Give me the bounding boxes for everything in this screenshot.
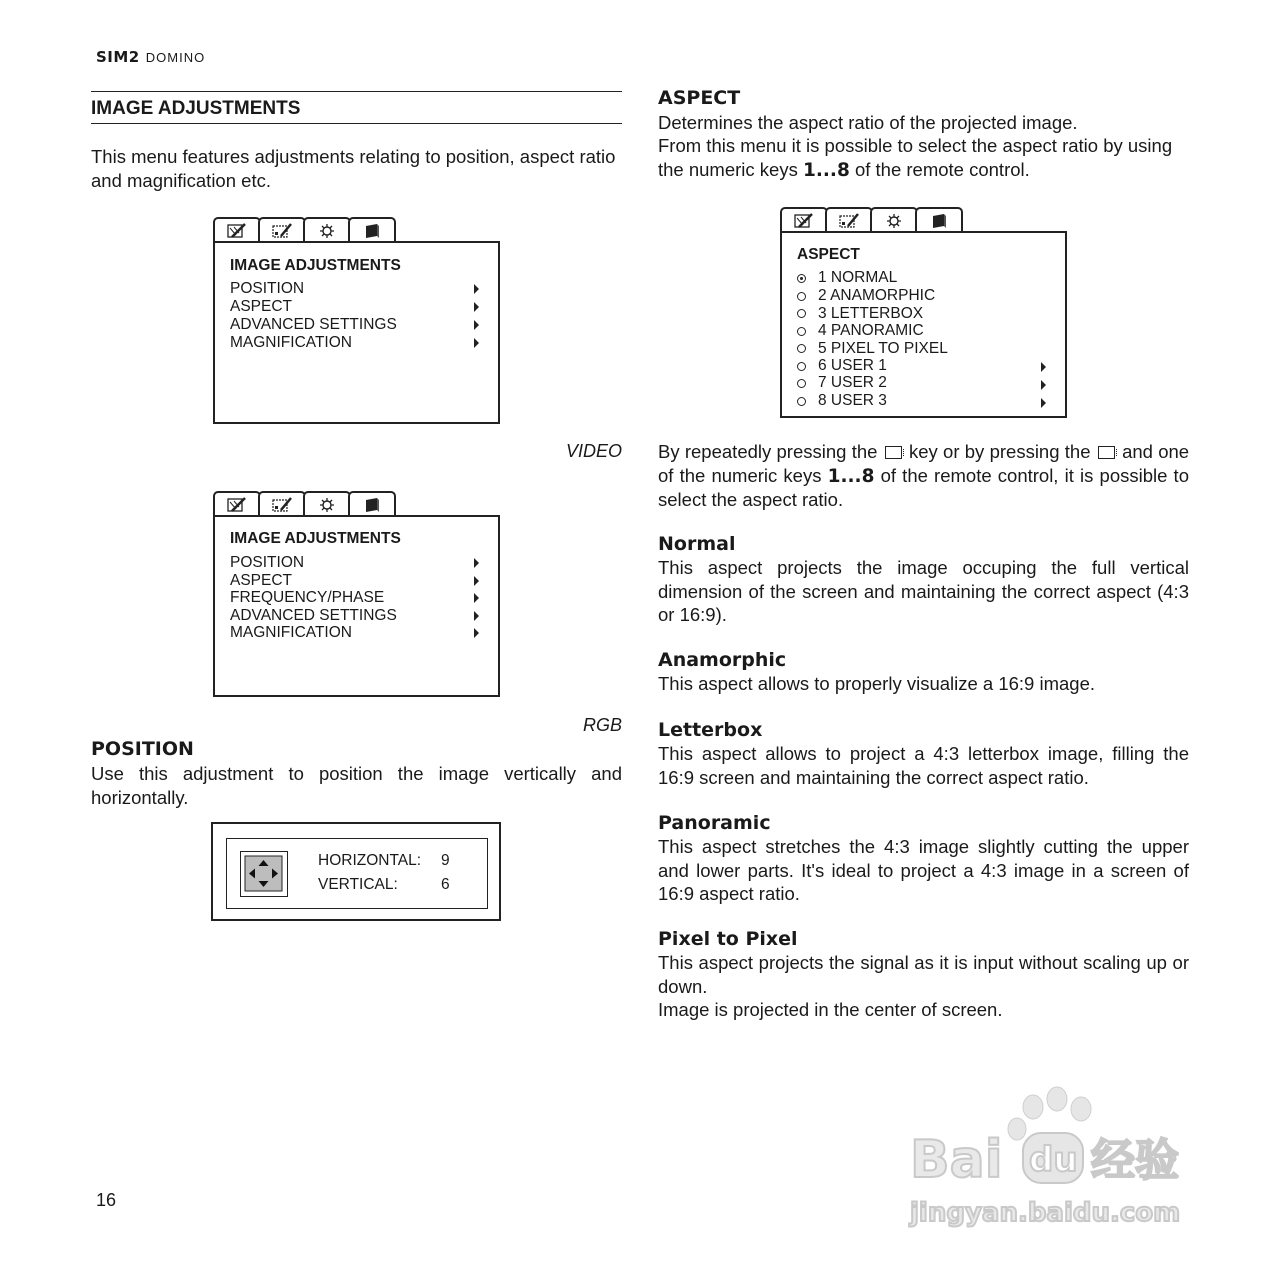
- pixel-heading: Pixel to Pixel: [658, 928, 798, 950]
- aspect-option-user-1[interactable]: 6 USER 1: [818, 357, 887, 374]
- section-rule-bottom: [91, 123, 622, 124]
- aspect-key-paragraph: [658, 440, 1189, 512]
- radio[interactable]: [797, 327, 806, 336]
- aspect-option-normal[interactable]: 1 NORMAL: [818, 269, 898, 286]
- repeat-text-d: of the remote control, it is possible to select the aspect ratio.: [658, 464, 1189, 510]
- aspect-option-pixel-to-pixel[interactable]: 5 PIXEL TO PIXEL: [818, 340, 948, 357]
- repeat-text-a: By repeatedly pressing the: [658, 441, 878, 462]
- radio[interactable]: [797, 397, 806, 406]
- rgb-menu-panel: [213, 515, 500, 697]
- aspect-menu: [780, 207, 1067, 418]
- section-title: IMAGE ADJUSTMENTS: [91, 98, 301, 119]
- tab-image-adjustments[interactable]: [825, 207, 873, 233]
- radio[interactable]: [797, 292, 806, 301]
- radio-selected[interactable]: [797, 274, 806, 283]
- repeat-text-b: key or by pressing the: [909, 441, 1091, 462]
- anamorphic-heading: Anamorphic: [658, 649, 787, 671]
- submenu-arrow-icon: [1041, 398, 1046, 408]
- tab-info[interactable]: [348, 491, 396, 517]
- letterbox-heading: Letterbox: [658, 719, 763, 741]
- tab-picture[interactable]: [213, 491, 261, 517]
- video-caption: VIDEO: [565, 441, 622, 461]
- menu-item-advanced-settings[interactable]: ADVANCED SETTINGS: [230, 316, 397, 333]
- menu-title: IMAGE ADJUSTMENTS: [230, 257, 401, 274]
- normal-text: This aspect projects the image occuping the full vertical dimension of the screen and maintaining the correct aspect (4:3 or 16:9).: [658, 557, 1189, 625]
- submenu-arrow-icon: [1041, 362, 1046, 372]
- aspect-line2-b: of the remote control.: [849, 158, 1030, 180]
- picture-pencil-icon: [226, 496, 248, 514]
- menu-item-position[interactable]: POSITION: [230, 554, 305, 571]
- image-adjust-icon: [271, 222, 293, 240]
- anamorphic-text: This aspect allows to properly visualize a 16:9 image.: [658, 673, 1096, 694]
- submenu-arrow-icon: [474, 284, 479, 294]
- submenu-arrow-icon: [474, 576, 479, 586]
- tab-settings[interactable]: [303, 217, 351, 243]
- radio[interactable]: [797, 362, 806, 371]
- submenu-arrow-icon: [474, 320, 479, 330]
- move-arrows-icon: [241, 852, 286, 895]
- radio[interactable]: [797, 344, 806, 353]
- position-osd-inner: [226, 838, 488, 909]
- vertical-value[interactable]: 6: [441, 876, 450, 893]
- tab-image-adjustments[interactable]: [258, 217, 306, 243]
- rgb-caption: RGB: [582, 715, 622, 735]
- pixel-text-2: Image is projected in the center of screen.: [658, 999, 1003, 1020]
- submenu-arrow-icon: [474, 593, 479, 603]
- aspect-option-panoramic[interactable]: 4 PANORAMIC: [818, 322, 924, 339]
- tab-info[interactable]: [348, 217, 396, 243]
- aspect-keys: 1...8: [802, 159, 850, 181]
- gear-icon: [886, 213, 902, 229]
- menu-item-magnification[interactable]: MAGNIFICATION: [230, 334, 352, 351]
- menu-item-frequency-phase[interactable]: FREQUENCY/PHASE: [230, 589, 385, 606]
- intro-text: This menu features adjustments relating to position, aspect ratio and magnification etc.: [91, 146, 616, 191]
- image-adjust-icon: [838, 212, 860, 230]
- header-brand: [96, 48, 205, 66]
- submenu-arrow-icon: [474, 302, 479, 312]
- aspect-line2-a: From this menu it is possible to select the aspect ratio by using the numeric keys: [658, 135, 1173, 180]
- radio[interactable]: [797, 379, 806, 388]
- normal-heading: Normal: [658, 533, 736, 555]
- menu-title: ASPECT: [797, 246, 860, 263]
- position-heading: POSITION: [91, 738, 194, 760]
- panoramic-heading: Panoramic: [658, 812, 771, 834]
- gear-icon: [319, 223, 335, 239]
- tab-picture[interactable]: [780, 207, 828, 233]
- radio[interactable]: [797, 309, 806, 318]
- tab-image-adjustments[interactable]: [258, 491, 306, 517]
- model-name: DOMINO: [145, 50, 206, 65]
- horizontal-label: HORIZONTAL:: [318, 852, 422, 869]
- position-text: Use this adjustment to position the image vertically and horizontally.: [91, 763, 622, 808]
- submenu-arrow-icon: [474, 558, 479, 568]
- move-control[interactable]: [240, 851, 288, 897]
- video-menu: [213, 217, 500, 424]
- submenu-arrow-icon: [474, 628, 479, 638]
- pixel-text-1: This aspect projects the signal as it is input without scaling up or down.: [658, 952, 1189, 997]
- aspect-key-icon: [1098, 446, 1115, 459]
- tab-info[interactable]: [915, 207, 963, 233]
- aspect-option-anamorphic[interactable]: 2 ANAMORPHIC: [818, 287, 936, 304]
- aspect-line2: [658, 134, 1193, 182]
- svg-text:Bai: Bai: [910, 1130, 1003, 1190]
- repeat-text-c: and one of the numeric keys: [658, 441, 1190, 486]
- menu-item-advanced-settings[interactable]: ADVANCED SETTINGS: [230, 607, 397, 624]
- letterbox-text: This aspect allows to project a 4:3 letterbox image, filling the 16:9 screen and maintaining the correct aspect ratio.: [658, 743, 1189, 788]
- aspect-key-icon: [885, 446, 902, 459]
- svg-text:jingyan.baidu.com: jingyan.baidu.com: [910, 1198, 1181, 1228]
- tab-settings[interactable]: [870, 207, 918, 233]
- submenu-arrow-icon: [1041, 380, 1046, 390]
- book-icon: [364, 497, 380, 513]
- picture-pencil-icon: [226, 222, 248, 240]
- menu-item-position[interactable]: POSITION: [230, 280, 305, 297]
- book-icon: [931, 213, 947, 229]
- aspect-heading: ASPECT: [658, 87, 741, 109]
- book-icon: [364, 223, 380, 239]
- panoramic-text: This aspect stretches the 4:3 image slightly cutting the upper and lower parts. It's ideal to project a 4:3 image in a screen of 16:9 aspect ratio.: [658, 836, 1189, 904]
- gear-icon: [319, 497, 335, 513]
- repeat-keys: 1...8: [827, 465, 875, 487]
- menu-title: IMAGE ADJUSTMENTS: [230, 530, 401, 547]
- horizontal-value[interactable]: 9: [441, 852, 450, 869]
- rgb-menu: [213, 491, 500, 697]
- aspect-option-user-3[interactable]: 8 USER 3: [818, 392, 887, 409]
- aspect-menu-panel: [780, 231, 1067, 418]
- menu-item-magnification[interactable]: MAGNIFICATION: [230, 624, 352, 641]
- aspect-option-user-2[interactable]: 7 USER 2: [818, 374, 887, 391]
- position-osd: [211, 822, 501, 921]
- image-adjust-icon: [271, 496, 293, 514]
- picture-pencil-icon: [793, 212, 815, 230]
- submenu-arrow-icon: [474, 611, 479, 621]
- menu-item-aspect[interactable]: ASPECT: [230, 572, 293, 589]
- svg-text:du: du: [1029, 1140, 1078, 1180]
- tab-picture[interactable]: [213, 217, 261, 243]
- video-menu-panel: [213, 241, 500, 424]
- aspect-option-letterbox[interactable]: 3 LETTERBOX: [818, 305, 924, 322]
- section-rule-top: [91, 91, 622, 92]
- vertical-label: VERTICAL:: [318, 876, 398, 893]
- tab-settings[interactable]: [303, 491, 351, 517]
- baidu-watermark-logo: [905, 1085, 1205, 1235]
- svg-text:经验: 经验: [1091, 1135, 1179, 1186]
- aspect-line1: Determines the aspect ratio of the projected image.: [658, 112, 1078, 133]
- menu-item-aspect[interactable]: ASPECT: [230, 298, 293, 315]
- page-number: 16: [96, 1190, 117, 1210]
- submenu-arrow-icon: [474, 338, 479, 348]
- brand-logo: SIM2: [96, 48, 140, 66]
